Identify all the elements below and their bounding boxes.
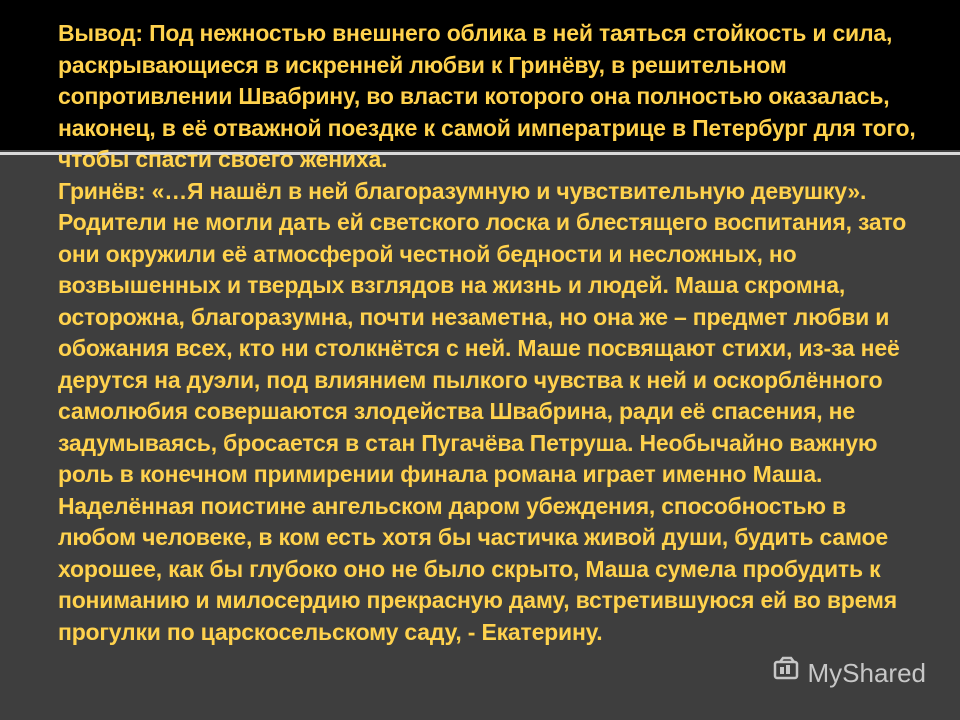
- watermark-text: MyShared: [807, 658, 926, 688]
- conclusion-paragraph: Вывод: Под нежностью внешнего облика в ней таяться стойкость и сила, раскрывающиеся в искренней любви к Гринёву, в решительном сопротивлении Швабрину, во власти которого она полностью оказалась, наконец, в её отважной поездке к самой императрице в Петербург для того, чтобы спасти своего жениха.: [58, 20, 916, 172]
- grinev-quote-paragraph: Гринёв: «…Я нашёл в ней благоразумную и чувствительную девушку». Родители не могли дать ей светского лоска и блестящего воспитания, зато они окружили её атмосферой честной бедности и несложных, но возвышенных и твердых взглядов на жизнь и людей. Маша скромна, осторожна, благоразумна, почти незаметна, но она же – предмет любви и обожания всех, кто ни столкнётся с ней. Маше посвящают стихи, из-за неё дерутся на дуэли, под влиянием пылкого чувства к ней и оскорблённого самолюбия совершаются злодейства Швабрина, ради её спасения, не задумываясь, бросается в стан Пугачёва Петруша. Необычайно важную роль в конечном примирении финала романа играет именно Маша. Наделённая поистине ангельском даром убеждения, способностью в любом человеке, в ком есть хотя бы частичка живой души, будить самое хорошее, как бы глубоко оно не было скрыто, Маша сумела пробудить к пониманию и милосердию прекрасную даму, встретившуюся ей во время прогулки по царскосельскому саду, - Екатерину.: [58, 177, 907, 645]
- myshared-logo-icon: [772, 655, 802, 692]
- watermark: [772, 655, 927, 692]
- slide-text: [58, 18, 928, 648]
